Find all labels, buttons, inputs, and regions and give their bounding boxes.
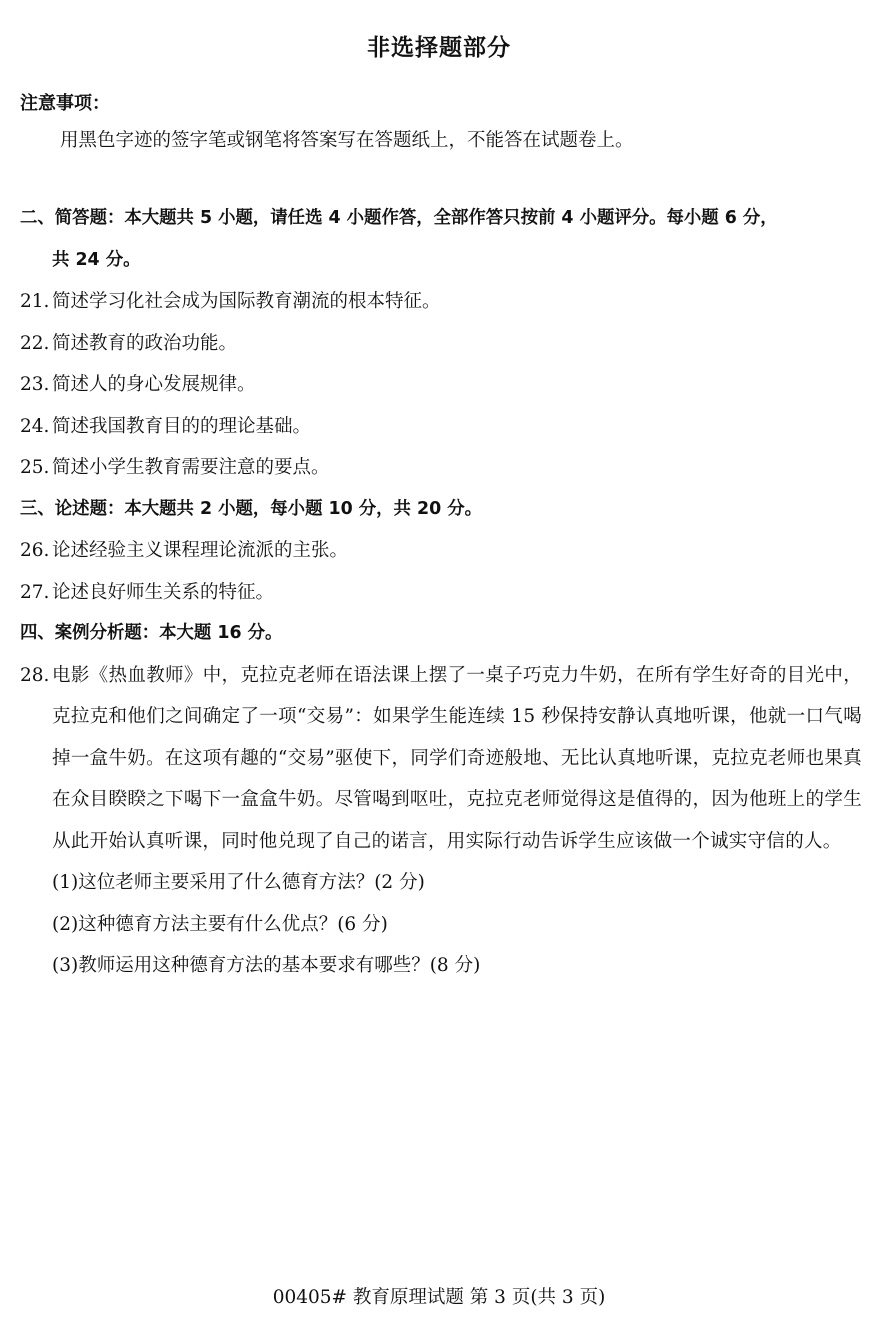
question-number: 23. xyxy=(20,374,50,395)
question-24 xyxy=(20,406,862,448)
question-text: 论述良好师生关系的特征。 xyxy=(52,581,275,603)
notes-body: 用黑色字迹的签字笔或钢笔将答案写在答题纸上，不能答在试题卷上。 xyxy=(60,130,634,151)
question-number: 26. xyxy=(20,540,50,561)
sub-question-2: (2)这种德育方法主要有什么优点？(6 分) xyxy=(52,913,388,935)
question-text: 简述人的身心发展规律。 xyxy=(52,374,256,395)
question-text: 简述小学生教育需要注意的要点。 xyxy=(52,457,330,478)
notes-heading: 注意事项： xyxy=(20,93,110,114)
question-number: 21. xyxy=(20,291,50,312)
question-number: 24. xyxy=(20,415,50,437)
question-number: 22. xyxy=(20,332,50,354)
question-23 xyxy=(20,364,862,406)
sub-question-3: (3)教师运用这种德育方法的基本要求有哪些？(8 分) xyxy=(52,955,481,976)
question-21 xyxy=(20,281,862,323)
short-answer-section-heading-cont: 共 24 分。 xyxy=(52,249,141,270)
question-28 xyxy=(20,655,862,863)
essay-section-heading: 三、论述题：本大题共 2 小题，每小题 10 分，共 20 分。 xyxy=(20,498,483,519)
case-analysis-section-heading: 四、案例分析题：本大题 16 分。 xyxy=(20,623,283,643)
question-27 xyxy=(20,572,862,614)
case-passage: 电影《热血教师》中，克拉克老师在语法课上摆了一桌子巧克力牛奶，在所有学生好奇的目光中，克拉克和他们之间确定了一项“交易”：如果学生能连续 15 秒保持安静认真地听课，他就一口气喝掉一盒牛奶。在这项有趣的“交易”驱使下，同学们奇迹般地、无比认真地听课，克拉克老师也果真在众目睽睽之下喝下一盒盒牛奶。尽管喝到呕吐，克拉克老师觉得这是值得的，因为他班上的学生从此开始认真听课，同时他兑现了自己的诺言，用实际行动告诉学生应该做一个诚实守信的人。 xyxy=(52,664,862,852)
question-text: 简述学习化社会成为国际教育潮流的根本特征。 xyxy=(52,291,441,312)
question-text: 简述教育的政治功能。 xyxy=(52,332,238,354)
short-answer-section-heading: 二、简答题：本大题共 5 小题，请任选 4 小题作答，全部作答只按前 4 小题评分。每小题 6 分， xyxy=(20,208,778,228)
page-footer: 00405# 教育原理试题 第 3 页(共 3 页) xyxy=(272,1287,606,1308)
question-text: 论述经验主义课程理论流派的主张。 xyxy=(52,540,349,561)
page-title: 非选择题部分 xyxy=(367,35,511,61)
sub-question-1: (1)这位老师主要采用了什么德育方法？(2 分) xyxy=(52,872,425,893)
question-26 xyxy=(20,530,862,572)
question-22 xyxy=(20,323,862,365)
question-text: 简述我国教育目的的理论基础。 xyxy=(52,415,312,437)
question-number: 25. xyxy=(20,457,50,478)
exam-content xyxy=(20,198,862,987)
question-number: 28. xyxy=(20,664,50,686)
question-number: 27. xyxy=(20,581,50,603)
question-25 xyxy=(20,447,862,489)
